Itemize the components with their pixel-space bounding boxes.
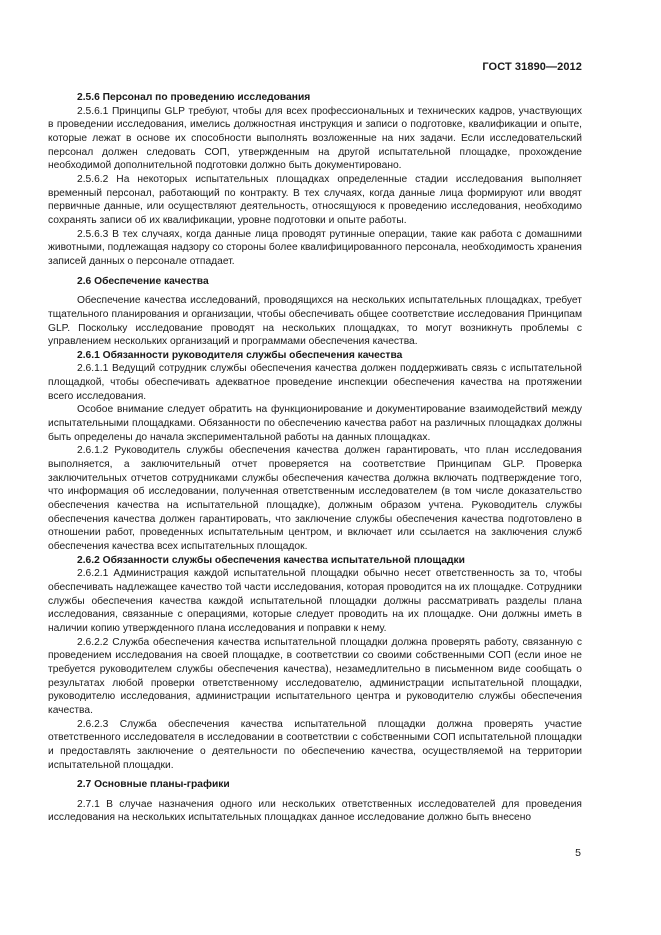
paragraph-2-6-2-1: 2.6.2.1 Администрация каждой испытательной площадки обычно несет ответственность за то, чтобы обеспечивать надлежащее качество той части исследования, которая проводится на их площадке. Сотрудники службы обеспечения качества каждой испытательной площадки должны рассматривать разделы плана исследования, связанные с операциями, которые следует проводить на их площадке. Они должны иметь в наличии копию утвержденного плана исследования и поправки к нему. [48,568,582,634]
paragraph-2-5-6-3: 2.5.6.3 В тех случаях, когда данные лица проводят рутинные операции, такие как работа с домашними животными, подлежащая надзору со стороны более квалифицированного персонала, необходимость хранения записей данных о персонале отпадает. [48,228,582,267]
heading-2-6-2: 2.6.2 Обязанности службы обеспечения качества испытательной площадки [77,554,465,566]
heading-2-6-1: 2.6.1 Обязанности руководителя службы обеспечения качества [77,349,403,361]
section-heading-2-7: 2.7 Основные планы-графики [77,779,230,791]
paragraph-2-6-1-1-cont: Особое внимание следует обратить на функционирование и документирование взаимодействий между испытательными площадками. Обязанности по обеспечению качества работ на различных площадках должны быть определены до начала экспериментальной работы на данных площадках. [48,404,582,443]
section-heading-2-6: 2.6 Обеспечение качества [77,275,209,287]
paragraph-2-6-1-2: 2.6.1.2 Руководитель службы обеспечения качества должен гарантировать, что план исследования выполняется, а заключительный отчет проверяется на соответствие Принципам GLP. Проверка заключительных отчетов сотрудниками службы обеспечения качества должна включать подтверждение того, что информация об исследовании, полученная ответственным исследователем (в том числе доказательство обеспечения качества на испытательной площадке), должным образом учтена. Руководитель службы обеспечения качества должен гарантировать, что заключение службы обеспечения качества подготовлено в отношении работ, проведенных испытательным центром, и включает или ссылается на заключения служб обеспечения качества всех испытательных площадок. [48,445,582,552]
paragraph-2-6-intro: Обеспечение качества исследований, проводящихся на нескольких испытательных площадках, требует тщательного планирования и организации, чтобы обеспечивать общее соответствие исследования Принципам GLP. Поскольку исследование проводят на нескольких площадках, то могут возникнуть проблемы с управлением нескольких организаций и программами обеспечения качества. [48,295,582,348]
paragraph-2-6-1-1: 2.6.1.1 Ведущий сотрудник службы обеспечения качества должен поддерживать связь с испытательной площадкой, чтобы обеспечивать адекватное проведение инспекции обеспечения качества на протяжении всего исследования. [48,363,582,402]
document-body [48,91,582,825]
paragraph-2-7-1: 2.7.1 В случае назначения одного или нескольких ответственных исследователей для проведения исследования на нескольких испытательных площадках данное исследование должно быть внесено [48,798,582,824]
page-number: 5 [575,847,581,859]
paragraph-2-6-2-2: 2.6.2.2 Служба обеспечения качества испытательной площадки должна проверять работу, связанную с проведением исследования на своей площадке, в соответствии со своими собственными СОП (если иное не требуется руководителем службы обеспечения качества), незамедлительно в письменном виде сообщать о результатах любой проверки ответственному исследователю, администрации испытательной площадки, руководителю исследования, администрации испытательного центра и руководителю службы обеспечения качества. [48,636,582,716]
paragraph-2-5-6-1: 2.5.6.1 Принципы GLP требуют, чтобы для всех профессиональных и технических кадров, участвующих в проведении исследования, имелись должностная инструкция и записи о подготовке, квалификации и опыте, которые лежат в основе их способности выполнять возложенные на них задачи. Если исследовательский персонал должен следовать СОП, утвержденным на другой испытательной площадке, прохождение необходимой дополнительной подготовки должно быть документировано. [48,105,582,172]
standard-number-header: ГОСТ 31890—2012 [482,61,582,73]
heading-2-5-6: 2.5.6 Персонал по проведению исследования [77,92,311,103]
paragraph-2-6-2-3: 2.6.2.3 Служба обеспечения качества испытательной площадки должна проверять участие ответственного исследователя в исследовании в соответствии с собственными СОП испытательной площадки и предоставлять заключение о деятельности по обеспечению качества, осуществляемой на территории испытательной площадки. [48,718,582,771]
paragraph-2-5-6-2: 2.5.6.2 На некоторых испытательных площадках определенные стадии исследования выполняет временный персонал, работающий по контракту. В тех случаях, когда данные лица формируют или вводят первичные данные, или осуществляют деятельность, относящуюся к проведению исследования, необходимо сохранять записи об их квалификации, уровне подготовки и опыте работы. [48,173,582,226]
